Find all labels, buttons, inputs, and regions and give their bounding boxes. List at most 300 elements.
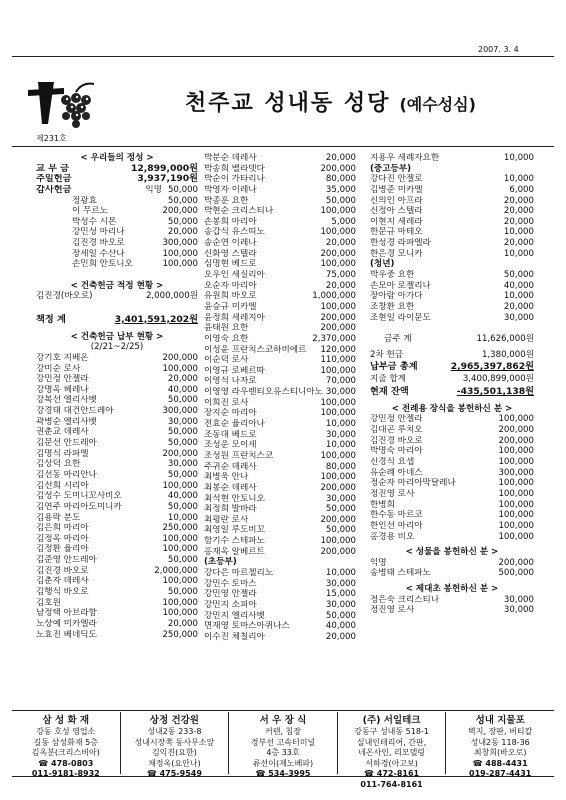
list-item [204,376,356,387]
donation-amount: 200,000 [320,163,356,174]
parish-name: 천주교 성내동 성당 [185,91,391,116]
donation-amount: 100,000 [498,520,534,531]
list-item [204,345,356,356]
section-title: < 건축헌금 납부 현황 > [70,331,164,342]
donation-amount: 50,000 [167,555,198,566]
donor-name: 유원희 바오로 [204,291,257,302]
list-item [36,459,198,470]
donation-amount: 15,000 [325,589,356,600]
list-item [204,536,356,547]
donor-name: 전효순 율리아나 [204,419,265,430]
list-item [204,515,356,526]
bottom-rule [12,776,554,777]
list-item [204,589,356,600]
list-item [204,632,356,643]
donation-amount: 100,000 [162,363,198,374]
pledge-row: 김진경(바오로) 2,000,000원 [36,291,198,302]
sponsor-detail: 커텐, 침장 [264,727,301,736]
sponsor-phone: ☎ 475-9549 [146,769,202,778]
donor-name: 김선희 시리아 [36,480,89,491]
list-item [370,196,534,207]
issue-number: 제231호 [36,134,67,143]
donation-amount: 100,000 [498,499,534,510]
sponsor-phone: ☎ 488-4431 [472,758,528,768]
donor-name: 오우인 세실리아 [204,270,265,281]
donation-amount: 50,000 [325,504,356,515]
list-item [370,605,534,616]
donation-amount: 100,000 [498,457,534,468]
donor-name: 한성경 라파엘라 [370,238,431,249]
donation-amount: 200,000 [162,206,198,217]
donor-name: 강경태 대건안드레아 [36,406,114,417]
donor-list-young-adults [370,270,534,323]
donor-list-children [204,568,356,642]
list-item [204,281,356,292]
list-item [204,238,356,249]
group-label: (청년) [370,259,395,270]
donation-amount: 100,000 [320,365,356,376]
donor-name: 신정아 스텔라 [370,206,423,217]
donor-name: 최정희 발바라 [204,504,257,515]
donation-amount: 30,000 [325,493,356,504]
list-item [36,249,198,260]
donation-amount: 20,000 [167,618,198,629]
donor-name: 강민지 소피아 [204,599,257,610]
donor-name: 최영일 루도비꼬 [204,525,265,536]
sponsor-detail: 네온사인, 리모델링 [358,748,426,757]
donor-name: 김준영 안드레아 [36,555,97,566]
donor-name: 김은희 마리아 [36,523,89,534]
donation-amount: 2,370,000 [312,333,356,344]
donation-amount: 30,000 [503,312,534,323]
sponsor-detail: 김익진(요한) [151,748,197,757]
list-item [36,608,198,619]
donation-amount: 20,000 [503,238,534,249]
donor-name: 김선동 마리안나 [36,469,97,480]
group-label: (중고등부) [370,163,412,174]
sponsor-ad [12,712,121,778]
list-item [204,568,356,579]
donation-amount: 100,000 [498,488,534,499]
donation-amount: 30,000 [325,429,356,440]
donation-amount: 250,000 [162,629,198,640]
list-item [204,621,356,632]
donation-amount: 75,000 [325,270,356,281]
list-item [36,238,198,249]
current-balance: 현재 잔액 -435,501,138원 [370,385,534,397]
donor-name: 함기수 스테파노 [204,536,265,547]
list-item [36,598,198,609]
list-item [204,611,356,622]
list-item [204,270,356,281]
donation-amount: 50,000 [167,469,198,480]
donation-amount: 40,000 [167,384,198,395]
donation-amount: 250,000 [162,523,198,534]
donor-name: 손모아 로젤리나 [370,280,431,291]
sponsor-name: 상정 건강원 [149,715,199,726]
list-item [204,504,356,515]
list-item [36,353,198,364]
donation-amount: 50,000 [503,270,534,281]
donor-name: 강다진 안젤로 [370,174,423,185]
donor-name: 한병희 [370,499,395,510]
list-item [36,259,198,270]
donor-name: 남정택 아브라함 [36,608,97,619]
parish-logo [24,78,104,130]
donor-name: 최봉순 데레사 [204,482,257,493]
donor-name: 윤정희 세레지아 [204,312,265,323]
sponsor-detail: 4층 33호 [266,748,300,757]
donation-amount: 100,000 [498,510,534,521]
donation-amount: 100,000 [162,259,198,270]
donation-amount: 200,000 [320,323,356,334]
list-item [370,217,534,228]
list-item [36,502,198,513]
list-item [204,249,356,260]
list-item [36,513,198,524]
list-item [204,579,356,590]
donation-amount: 50,000 [167,586,198,597]
section-title: < 성물을 봉헌하신 분 > [405,547,499,558]
donation-amount: 20,000 [503,195,534,206]
donation-amount: 200,000 [498,435,534,446]
list-item [36,227,198,238]
donation-amount: 10,000 [503,227,534,238]
donor-name: 조동대 베드로 [204,429,257,440]
list-item [36,395,198,406]
sum-row: 금주 계 11,626,000원 [384,333,534,344]
sponsor-phone: ☎ 534-3995 [255,769,311,778]
list-item [370,500,534,511]
section-title: < 건축헌금 적정 현황 > [70,280,164,291]
sponsor-detail: 벽지, 장판, 버티칼 [468,727,533,736]
list-item [204,483,356,494]
list-item [370,489,534,500]
donation-amount: 30,000 [503,594,534,605]
list-item [370,532,534,543]
donor-name: 최석현 안토니오 [204,493,265,504]
list-item [204,387,356,398]
donation-amount: 300,000 [162,406,198,417]
donor-list-youth [370,174,534,259]
sponsor-detail: 김옥분(크리스비아) [31,748,100,757]
donation-amount: 200,000 [320,248,356,259]
list-item [370,414,534,425]
donation-amount: 200,000 [162,352,198,363]
donation-amount: 300,000 [498,467,534,478]
column-right [370,153,534,616]
donation-amount: 100,000 [320,450,356,461]
donation-amount: 100,000 [320,397,356,408]
donor-name: 송병태 스테파노 [370,568,431,579]
sponsor-name: (주) 서일테크 [362,715,421,726]
sponsor-ads [12,712,554,789]
list-item [204,472,356,483]
donor-name: 한은경 모니카 [370,248,423,259]
sponsor-detail: 실내인테리어, 간판, [356,737,427,747]
list-item [36,576,198,587]
list-item [36,427,198,438]
donor-name: 홍경용 비오 [370,531,415,542]
list-item [370,558,534,569]
list-item [36,196,198,207]
donor-name: 권춘교 데레사 [36,427,89,438]
payments-list [36,353,198,640]
donor-name: 이희진 로사 [204,397,249,408]
donor-name: 박명숙 마리아 [370,446,423,457]
donor-name: 김문선 안드레아 [36,438,97,449]
donor-name: 장아람 아가다 [370,291,423,302]
list-item [36,449,198,460]
column-middle [204,153,356,642]
list-item [204,174,356,185]
sponsor-detail: 류선이(제노베파) [252,758,314,768]
list-item [370,313,534,324]
list-item [370,238,534,249]
donor-name: 조현일 라이문도 [370,312,431,323]
list-item [36,491,198,502]
donation-amount: 10,000 [325,440,356,451]
donor-name: 강민정 안젤라 [370,414,423,425]
donation-amount: 10,000 [325,567,356,578]
list-item [36,630,198,641]
list-item [370,302,534,313]
sponsor-ad [446,712,554,778]
donor-name: 익명 [370,557,387,568]
donor-name: 조성원 프란치스코 [204,450,274,461]
donation-amount: 200,000 [162,448,198,459]
list-item [204,259,356,270]
donor-name: 김진경 바오로 [370,435,423,446]
sponsor-detail: 강동구 성내동 518-1 [354,727,429,736]
list-item [204,547,356,558]
list-item [36,206,198,217]
donation-amount: 100,000 [498,414,534,425]
paid-total: 납부금 총계 2,965,397,862원 [370,361,534,373]
donation-amount: 120,000 [320,344,356,355]
parish-patron: (예수성심) [399,95,476,114]
donation-amount: 100,000 [162,576,198,587]
pledge-total: 책정 계 3,401,591,202원 [36,313,198,325]
donor-list-candles [370,595,534,616]
list-item [36,534,198,545]
donation-amount: 50,000 [325,195,356,206]
donor-name: 김진경 바오로 [36,565,89,576]
list-item [370,185,534,196]
donor-name: 김대곤 루치오 [370,425,423,436]
donor-name: 최병욱 안나 [204,472,249,483]
donor-name: 유순례 아네스 [370,467,423,478]
donor-name: 윤승규 미카엘 [204,301,257,312]
donation-amount: 30,000 [325,578,356,589]
sponsor-name: 서 우 장 식 [259,715,307,726]
donation-amount: 110,000 [320,355,356,366]
sponsor-detail: 경부선 고속터미널 [250,737,316,747]
sponsor-name: 삼 성 화 재 [42,715,90,726]
donation-amount: 10,000 [503,153,534,163]
donor-name: 김상덕 요한 [36,459,81,470]
donor-name: 김명식 라파엘 [36,448,89,459]
footer-rule [12,710,554,711]
donor-name: 정진영 로사 [370,605,415,616]
donation-amount: 100,000 [320,472,356,483]
donation-amount: 80,000 [325,174,356,185]
list-item [36,555,198,566]
donor-name: 김용락 분도 [36,512,81,523]
donation-amount: 35,000 [325,184,356,195]
donor-name: 김춘자 데레사 [36,576,89,587]
list-item [204,462,356,473]
sponsor-ad [121,712,230,778]
donor-name: 박순이 가타리나 [204,174,265,185]
donation-amount: 40,000 [167,491,198,502]
donor-name: 정순자 마리아막달레나 [370,478,456,489]
donation-amount: 10,000 [167,512,198,523]
donation-amount: 10,000 [325,419,356,430]
list-item [370,206,534,217]
list-item [204,313,356,324]
donor-name: 강민지 엘리사벳 [204,610,265,621]
list-item [36,217,198,228]
donor-name: 한문규 마테오 [370,227,423,238]
donation-amount: 10,000 [503,174,534,185]
donation-amount: 100,000 [320,259,356,270]
donor-name: 이수진 체칠리아 [204,631,265,642]
sponsor-phone: 011-9181-8932 [31,769,100,778]
donation-amount: 100,000 [320,301,356,312]
list-item [370,291,534,302]
list-item [204,227,356,238]
list-item [204,600,356,611]
donation-amount: 50,000 [167,195,198,206]
donation-amount: 30,000 [167,416,198,427]
donation-amount: 100,000 [320,536,356,547]
donor-name: 강민성 마리나 [72,227,125,238]
donation-amount: 200,000 [498,557,534,568]
donor-list [370,153,534,164]
donor-name: 이영숙 요한 [204,333,249,344]
list-item [204,355,356,366]
donor-name: 박송희 벨라뎃다 [204,163,265,174]
sponsor-ad [229,712,338,778]
list-item [370,595,534,606]
donor-name: 송갑식 유스띠노 [204,227,265,238]
donation-amount: 20,000 [503,216,534,227]
list-item [370,457,534,468]
grape-cross-icon [24,78,104,130]
donor-name: 노효진 베네딕도 [36,629,97,640]
donation-amount: 20,000 [167,374,198,385]
sponsor-phone: ☎ 478-0803 [38,758,94,768]
list-item [370,153,534,164]
donation-amount: 50,000 [167,395,198,406]
sponsor-detail: 채정옥(요안나) [148,758,201,768]
donation-amount: 200,000 [320,482,356,493]
donor-name: 강명옥 헤레나 [36,384,89,395]
donation-amount: 70,000 [325,376,356,387]
donor-name: 정광효 [72,195,97,206]
donor-name: 김호원 [36,597,61,608]
bulletin-date: 2007. 3. 4 [478,45,519,54]
donor-name: 장지순 마리아 [204,408,257,419]
donation-amount: 50,000 [325,525,356,536]
donor-name: 신화영 스텔라 [204,248,257,259]
column-left [36,153,198,640]
period-label: (2/21~2/25) [90,342,144,353]
donation-amount: 20,000 [325,280,356,291]
list-item [36,374,198,385]
list-item [36,385,198,396]
donor-name: 신의인 아프라 [370,195,423,206]
donor-name: 김정옥 마리아 [36,533,89,544]
donor-name: 이현지 세레라 [370,216,423,227]
donation-amount: 200,000 [320,312,356,323]
sponsor-detail: 성내2동 233-8 [147,727,202,736]
list-item [36,417,198,428]
donor-name: 정진영 로사 [370,488,415,499]
donation-amount: 100,000 [162,248,198,259]
list-item [370,568,534,579]
donation-amount: 30,000 [167,459,198,470]
donor-name: 김진경 바오로 [72,238,125,249]
section-title: < 전례용 장식을 봉헌하신 분 > [391,403,513,414]
list-item [204,525,356,536]
donation-amount: 100,000 [162,544,198,555]
donation-amount: 20,000 [325,153,356,163]
donor-name: 박현순 크리스티나 [204,206,274,217]
donor-list-objects [370,558,534,579]
sponsor-detail: 최창희(바오로) [473,748,527,757]
list-item [204,440,356,451]
list-item [204,494,356,505]
list-item [204,451,356,462]
donation-amount: 50,000 [167,501,198,512]
donation-amount: 30,000 [325,599,356,610]
sponsor-detail: 길동 삼성화재 5층 [33,737,98,747]
donor-name: 강민영 안젤라 [204,589,257,600]
list-item [204,323,356,334]
donor-name: 정은숙 크리스티나 [370,594,440,605]
donor-name: 오순자 마리아 [204,280,257,291]
group-label: (초등부) [204,557,237,568]
donor-name: 심명현 베드로 [204,259,257,270]
list-item [370,478,534,489]
section-title: < 제대초 봉헌하신 분 > [405,584,499,595]
donor-name: 이 무르노 [72,206,108,217]
sponsor-detail: 서하경(아고보) [365,758,418,768]
sponsor-phone: 019-287-4431 [469,769,532,778]
list-item [36,406,198,417]
donor-name: 강미순 로사 [36,363,81,374]
list-item [204,196,356,207]
donor-list [204,153,356,557]
list-item [204,153,356,164]
list-item [36,364,198,375]
donation-amount: 20,000 [503,301,534,312]
donation-amount: 20,000 [503,206,534,217]
sponsor-detail: 성내2동 118-36 [470,737,530,747]
donor-name: 노상예 미카엘라 [36,618,97,629]
list-item [370,425,534,436]
donation-amount: 100,000 [498,478,534,489]
donation-amount: 100,000 [320,227,356,238]
donor-name: 한인선 마리아 [370,520,423,531]
list-item [36,566,198,577]
donor-name: 홍재옥 알베르트 [204,546,265,557]
donation-amount: 80,000 [325,461,356,472]
list-item [370,436,534,447]
donor-name: 박분순 데레사 [204,153,257,163]
